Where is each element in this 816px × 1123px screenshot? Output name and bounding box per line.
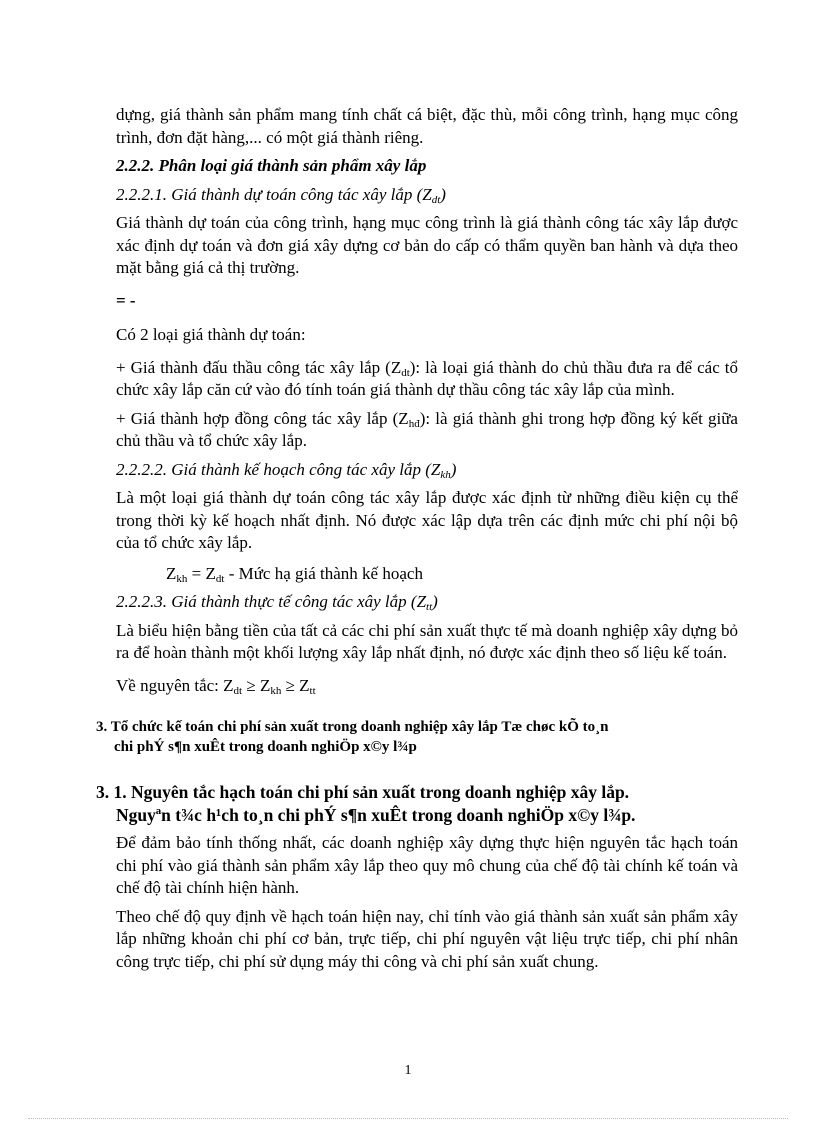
heading-line-2: Nguyªn t¾c h¹ch to¸n chi phÝ s¶n xuÊt trong doanh nghiÖp x©y l¾p. (116, 804, 636, 825)
paragraph-co-2-loai: Có 2 loại giá thành dự toán: (116, 325, 306, 344)
paragraph-thuc-te: Là biểu hiện bằng tiền của tất cả các chi phí sản xuất thực tế mà doanh nghiệp xây dựng bỏ ra để hoàn thành một khối lượng xây lắp nhất định, nó được xác định theo số liệu kế toán. (116, 620, 738, 662)
page-number: 1 (404, 1063, 412, 1078)
heading-2-2-2-2 (116, 459, 738, 482)
subscript: kh (176, 572, 188, 585)
subscript: dt (215, 572, 225, 585)
text-end: ): là giá thành ghi trong hợp đồng ký kết giữa chủ thầu và tổ chức xây lắp. (116, 408, 738, 450)
text: = Z (187, 563, 216, 583)
subscript: dt (401, 366, 410, 379)
heading-line-2: chi phÝ s¶n xuÊt trong doanh nghiÖp x©y l¾p (114, 739, 417, 755)
heading-2-2-2: 2.2.2. Phân loại giá thành sản phẩm xây lắp (116, 156, 427, 175)
text: Về nguyên tắc: Z (116, 675, 234, 695)
formula-blank: = - (116, 290, 136, 310)
heading-text: 2.2.2.1. Giá thành dự toán công tác xây lắp (Z (116, 184, 432, 204)
formula-ke-hoach (116, 563, 738, 586)
subscript: hđ (408, 417, 420, 430)
subscript: tt (426, 601, 433, 613)
paragraph-theo-che-do: Theo chế độ quy định về hạch toán hiện nay, chỉ tính vào giá thành sản xuất sản phẩm xây lắp những khoản chi phí cơ bản, trực tiếp, chi phí nguyên vật liệu trực tiếp, chi phí nhân công trực tiếp, chi phí sử dụng máy thi công và chi phí sản xuất chung. (116, 906, 738, 971)
paragraph-du-toan: Giá thành dự toán của công trình, hạng mục công trình là giá thành công tác xây lắp được xác định dự toán và đơn giá xây dựng cơ bản do cấp có thẩm quyền ban hành và dựa theo mặt bằng giá cả thị trường. (116, 213, 738, 277)
heading-text: 2.2.2.3. Giá thành thực tế công tác xây lắp (Z (116, 592, 427, 611)
heading-text: 2.2.2.2. Giá thành kế hoạch công tác xây lắp (Z (116, 459, 441, 479)
text-end: - Mức hạ giá thành kế hoạch (224, 563, 423, 583)
formula-nguyen-tac (116, 675, 738, 698)
subscript: dt (233, 684, 243, 697)
text: Z (166, 563, 177, 583)
paragraph-intro: dựng, giá thành sản phẩm mang tính chất cá biệt, đặc thù, mỗi công trình, hạng mục công trình, đơn đặt hàng,... có một giá thành riêng. (116, 105, 738, 147)
subscript: dt (431, 193, 441, 206)
text: ≥ Z (242, 675, 271, 695)
heading-text-end: ) (432, 592, 438, 611)
subscript: kh (440, 468, 451, 481)
text: + Giá thành đấu thầu công tác xây lắp (Z (116, 357, 402, 377)
paragraph-dau-thau (116, 357, 738, 402)
document-body (96, 104, 738, 973)
heading-section-3 (96, 717, 738, 757)
heading-text-end: ) (440, 184, 446, 204)
heading-section-3-1 (96, 781, 738, 826)
heading-line-1: 3. 1. Nguyên tắc hạch toán chi phí sản xuất trong doanh nghiệp xây lắp. (96, 782, 630, 802)
paragraph-dam-bao: Để đảm bảo tính thống nhất, các doanh nghiệp xây dựng thực hiện nguyên tắc hạch toán chi phí vào giá thành sản phẩm xây lắp theo quy mô chung của chế độ tài chính kế toán và chế độ tài chính hiện hành. (116, 833, 738, 897)
subscript: tt (309, 684, 316, 697)
text: ≥ Z (281, 675, 310, 695)
text-end: ): là loại giá thành do chủ thầu đưa ra để các tổ chức xây lắp căn cứ vào đó tính toán giá thành dự thầu công tác xây lắp của mình. (116, 357, 738, 399)
text: + Giá thành hợp đồng công tác xây lắp (Z (116, 408, 409, 428)
heading-2-2-2-1 (116, 184, 738, 207)
paragraph-ke-hoach: Là một loại giá thành dự toán công tác xây lắp được xác định từ những điều kiện cụ thể trong thời kỳ kế hoạch nhất định. Nó được xác lập dựa trên các định mức chi phí nội bộ của tổ chức xây lắp. (116, 488, 738, 552)
subscript: kh (270, 684, 282, 697)
footer-divider (28, 1118, 788, 1119)
paragraph-hop-dong (116, 408, 738, 453)
heading-text-end: ) (450, 459, 457, 479)
heading-line-1: 3. Tổ chức kế toán chi phí sản xuất trong doanh nghiệp xây lắp Tæ chøc kÕ to¸n (96, 719, 609, 735)
heading-2-2-2-3 (116, 591, 738, 614)
